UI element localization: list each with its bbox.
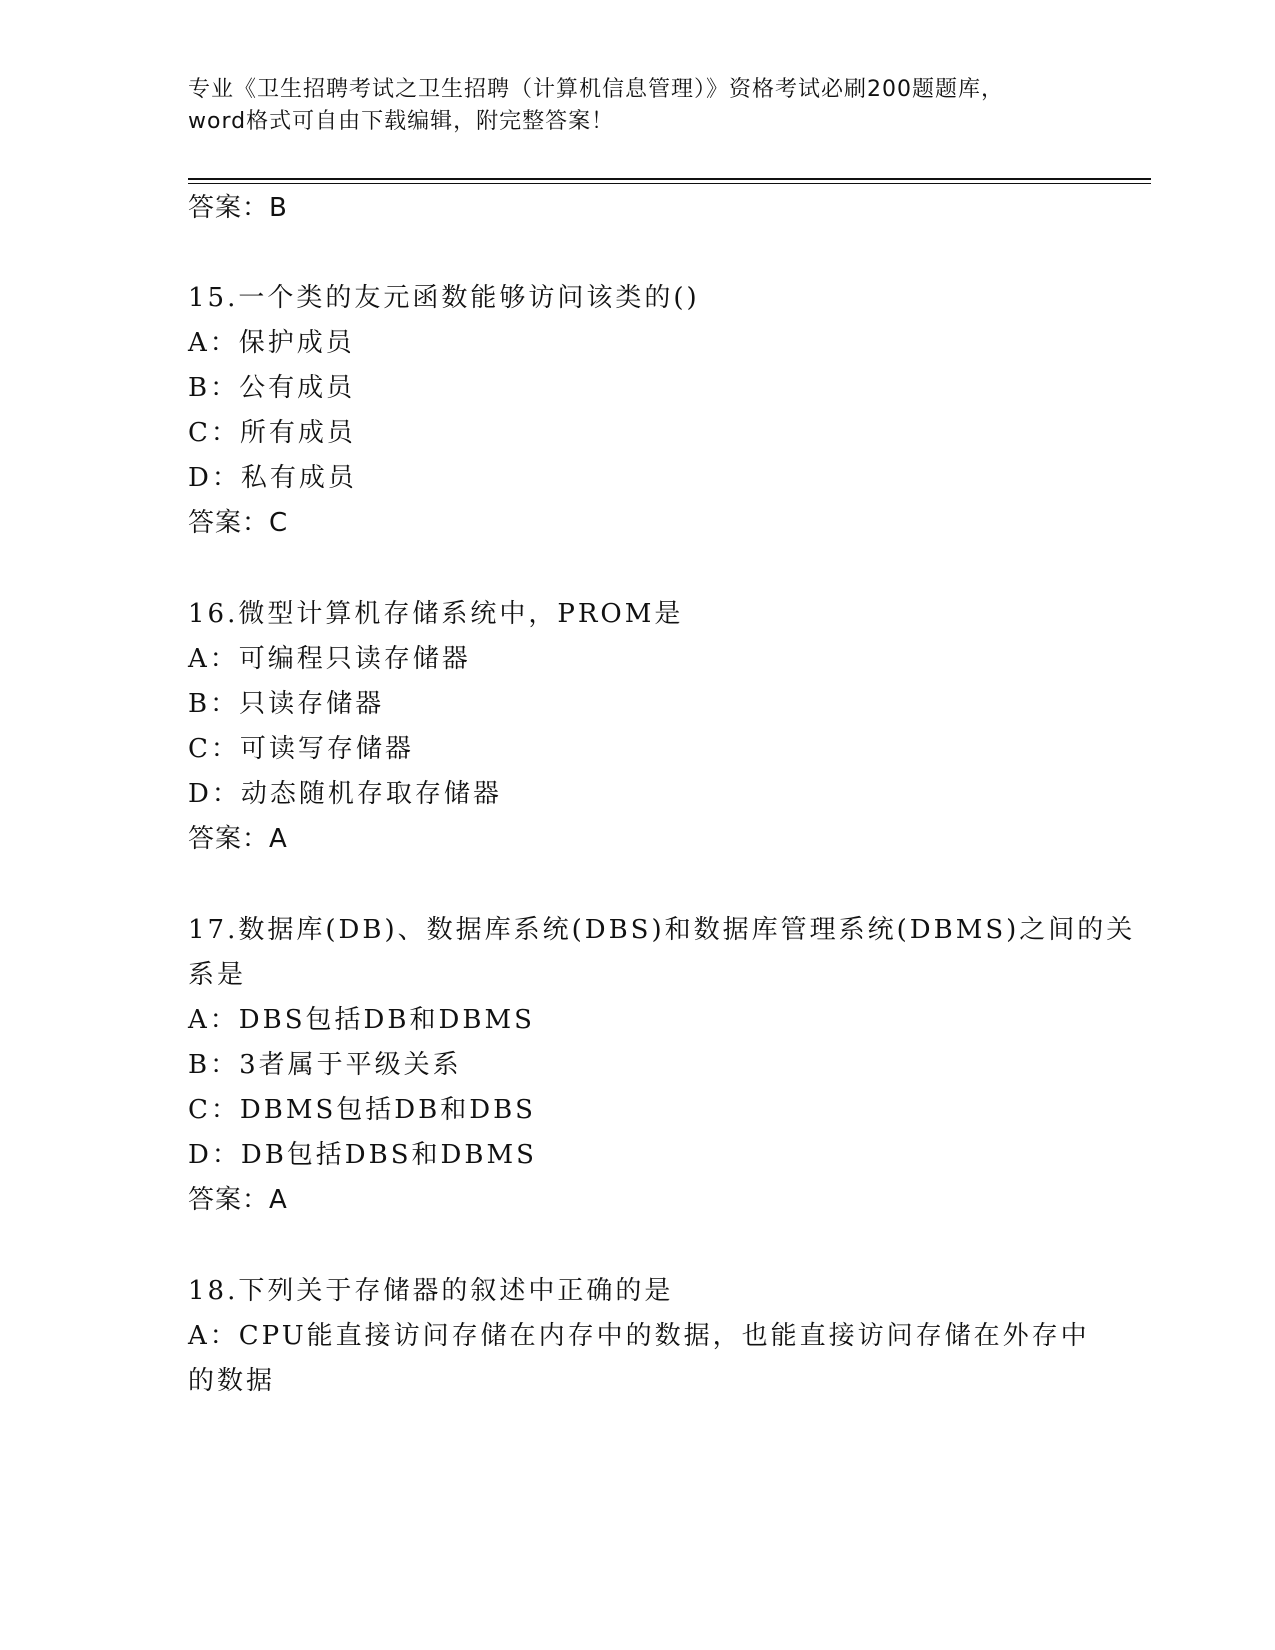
q18-option-a-line-1: A：CPU能直接访问存储在内存中的数据，也能直接访问存储在外存中: [188, 1321, 1090, 1351]
q17-option-a: A：DBS包括DB和DBMS: [188, 1005, 535, 1035]
q17-stem-line-1: 17.数据库(DB)、数据库系统(DBS)和数据库管理系统(DBMS)之间的关: [188, 915, 1136, 945]
q15-option-a: A：保护成员: [188, 328, 355, 358]
q15-stem: 15.一个类的友元函数能够访问该类的(): [188, 283, 700, 313]
q15-option-c: C：所有成员: [188, 418, 356, 448]
q17-answer: 答案：A: [188, 1185, 288, 1215]
q17-option-b: B：3者属于平级关系: [188, 1050, 462, 1080]
document-header: [188, 74, 1088, 138]
q16-option-c: C：可读写存储器: [188, 734, 414, 764]
q15-answer: 答案：C: [188, 508, 289, 538]
header-divider-thin: [188, 183, 1151, 184]
q15-option-b: B：公有成员: [188, 373, 356, 403]
q16-stem: 16.微型计算机存储系统中，PROM是: [188, 599, 684, 629]
q18-option-a-line-2: 的数据: [188, 1366, 276, 1396]
header-line-1: 专业《卫生招聘考试之卫生招聘（计算机信息管理）》资格考试必刷200题题库，: [188, 77, 1004, 102]
q16-answer: 答案：A: [188, 824, 288, 854]
q18-stem: 18.下列关于存储器的叙述中正确的是: [188, 1276, 674, 1306]
q16-option-a: A：可编程只读存储器: [188, 644, 471, 674]
answer-prev: 答案：B: [188, 193, 288, 223]
q17-option-d: D：DB包括DBS和DBMS: [188, 1140, 537, 1170]
q16-option-d: D：动态随机存取存储器: [188, 779, 502, 809]
q16-option-b: B：只读存储器: [188, 689, 385, 719]
header-line-2: word格式可自由下载编辑，附完整答案！: [188, 109, 615, 134]
q17-stem-line-2: 系是: [188, 960, 247, 990]
q17-option-c: C：DBMS包括DB和DBS: [188, 1095, 536, 1125]
header-divider-thick: [188, 178, 1151, 180]
q15-option-d: D：私有成员: [188, 463, 357, 493]
